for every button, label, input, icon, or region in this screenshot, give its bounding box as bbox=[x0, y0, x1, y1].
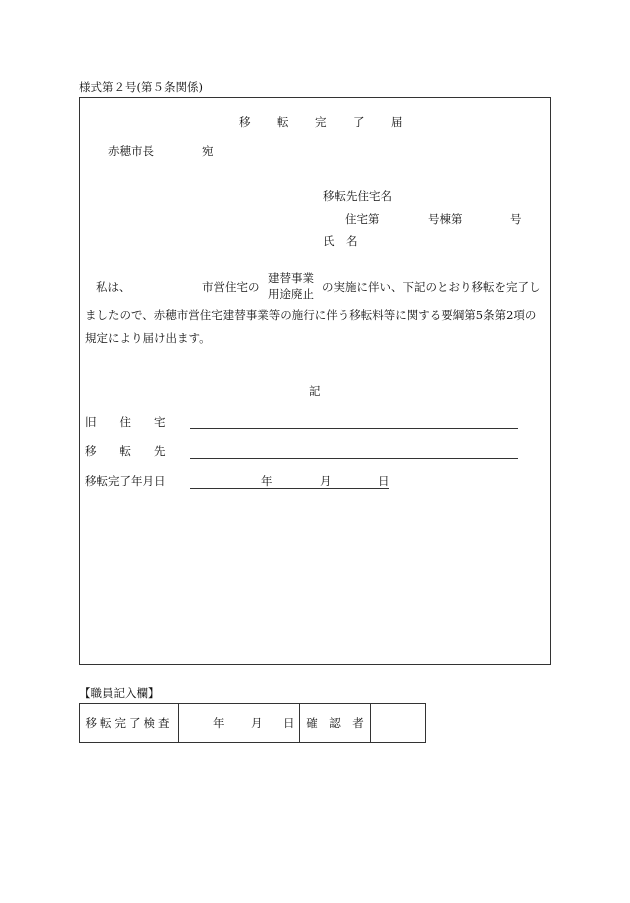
inspection-year-label: 年 bbox=[213, 716, 225, 730]
form-number: 様式第２号(第５条関係) bbox=[79, 80, 203, 94]
option-rebuild: 建替事業 bbox=[268, 271, 314, 285]
inspection-day-label: 日 bbox=[283, 716, 295, 730]
notification-form bbox=[79, 97, 551, 665]
completion-year-label: 年 bbox=[261, 474, 273, 488]
confirmer-label: 確 認 者 bbox=[300, 704, 371, 742]
title-char: 了 bbox=[353, 115, 365, 129]
completion-date-line bbox=[190, 488, 389, 489]
addressee: 赤穂市長 bbox=[108, 144, 154, 158]
body-prefix: 私は、 bbox=[96, 280, 131, 294]
name-label: 氏 名 bbox=[323, 234, 358, 248]
title-char: 完 bbox=[315, 115, 327, 129]
completion-date-label: 移転完了年月日 bbox=[85, 474, 166, 488]
body-suffix: の実施に伴い、下記のとおり移転を完了し bbox=[322, 280, 541, 294]
staff-heading: 【職員記入欄】 bbox=[79, 686, 160, 700]
confirmer-stamp-cell bbox=[371, 704, 426, 742]
body-line-2: ましたので、赤穂市営住宅建替事業等の施行に伴う移転料等に関する要綱第5条第2項の bbox=[85, 308, 537, 322]
title-char: 移 bbox=[239, 115, 251, 129]
old-residence-line bbox=[190, 428, 518, 429]
unit-label: 号 bbox=[510, 212, 522, 226]
body-line-3: 規定により届け出ます。 bbox=[85, 331, 211, 345]
form-title bbox=[239, 117, 403, 129]
housing-label: 住宅第 bbox=[345, 212, 380, 226]
inspection-month-label: 月 bbox=[251, 716, 263, 730]
new-residence-label: 移 転 先 bbox=[85, 444, 166, 458]
residence-label: 移転先住宅名 bbox=[323, 189, 392, 203]
option-abolish: 用途廃止 bbox=[268, 287, 314, 301]
staff-entry-table bbox=[79, 703, 426, 743]
inspection-label: 移転完了検査 bbox=[80, 704, 179, 742]
title-char: 届 bbox=[391, 115, 403, 129]
building-label: 号棟第 bbox=[428, 212, 463, 226]
old-residence-label: 旧 住 宅 bbox=[85, 415, 166, 429]
new-residence-line bbox=[190, 458, 518, 459]
completion-month-label: 月 bbox=[320, 474, 332, 488]
completion-day-label: 日 bbox=[378, 474, 390, 488]
title-char: 転 bbox=[277, 115, 289, 129]
body-housing-type: 市営住宅の bbox=[202, 280, 260, 294]
record-heading: 記 bbox=[309, 384, 321, 398]
inspection-date-cell bbox=[179, 704, 300, 742]
addressee-suffix: 宛 bbox=[202, 144, 214, 158]
